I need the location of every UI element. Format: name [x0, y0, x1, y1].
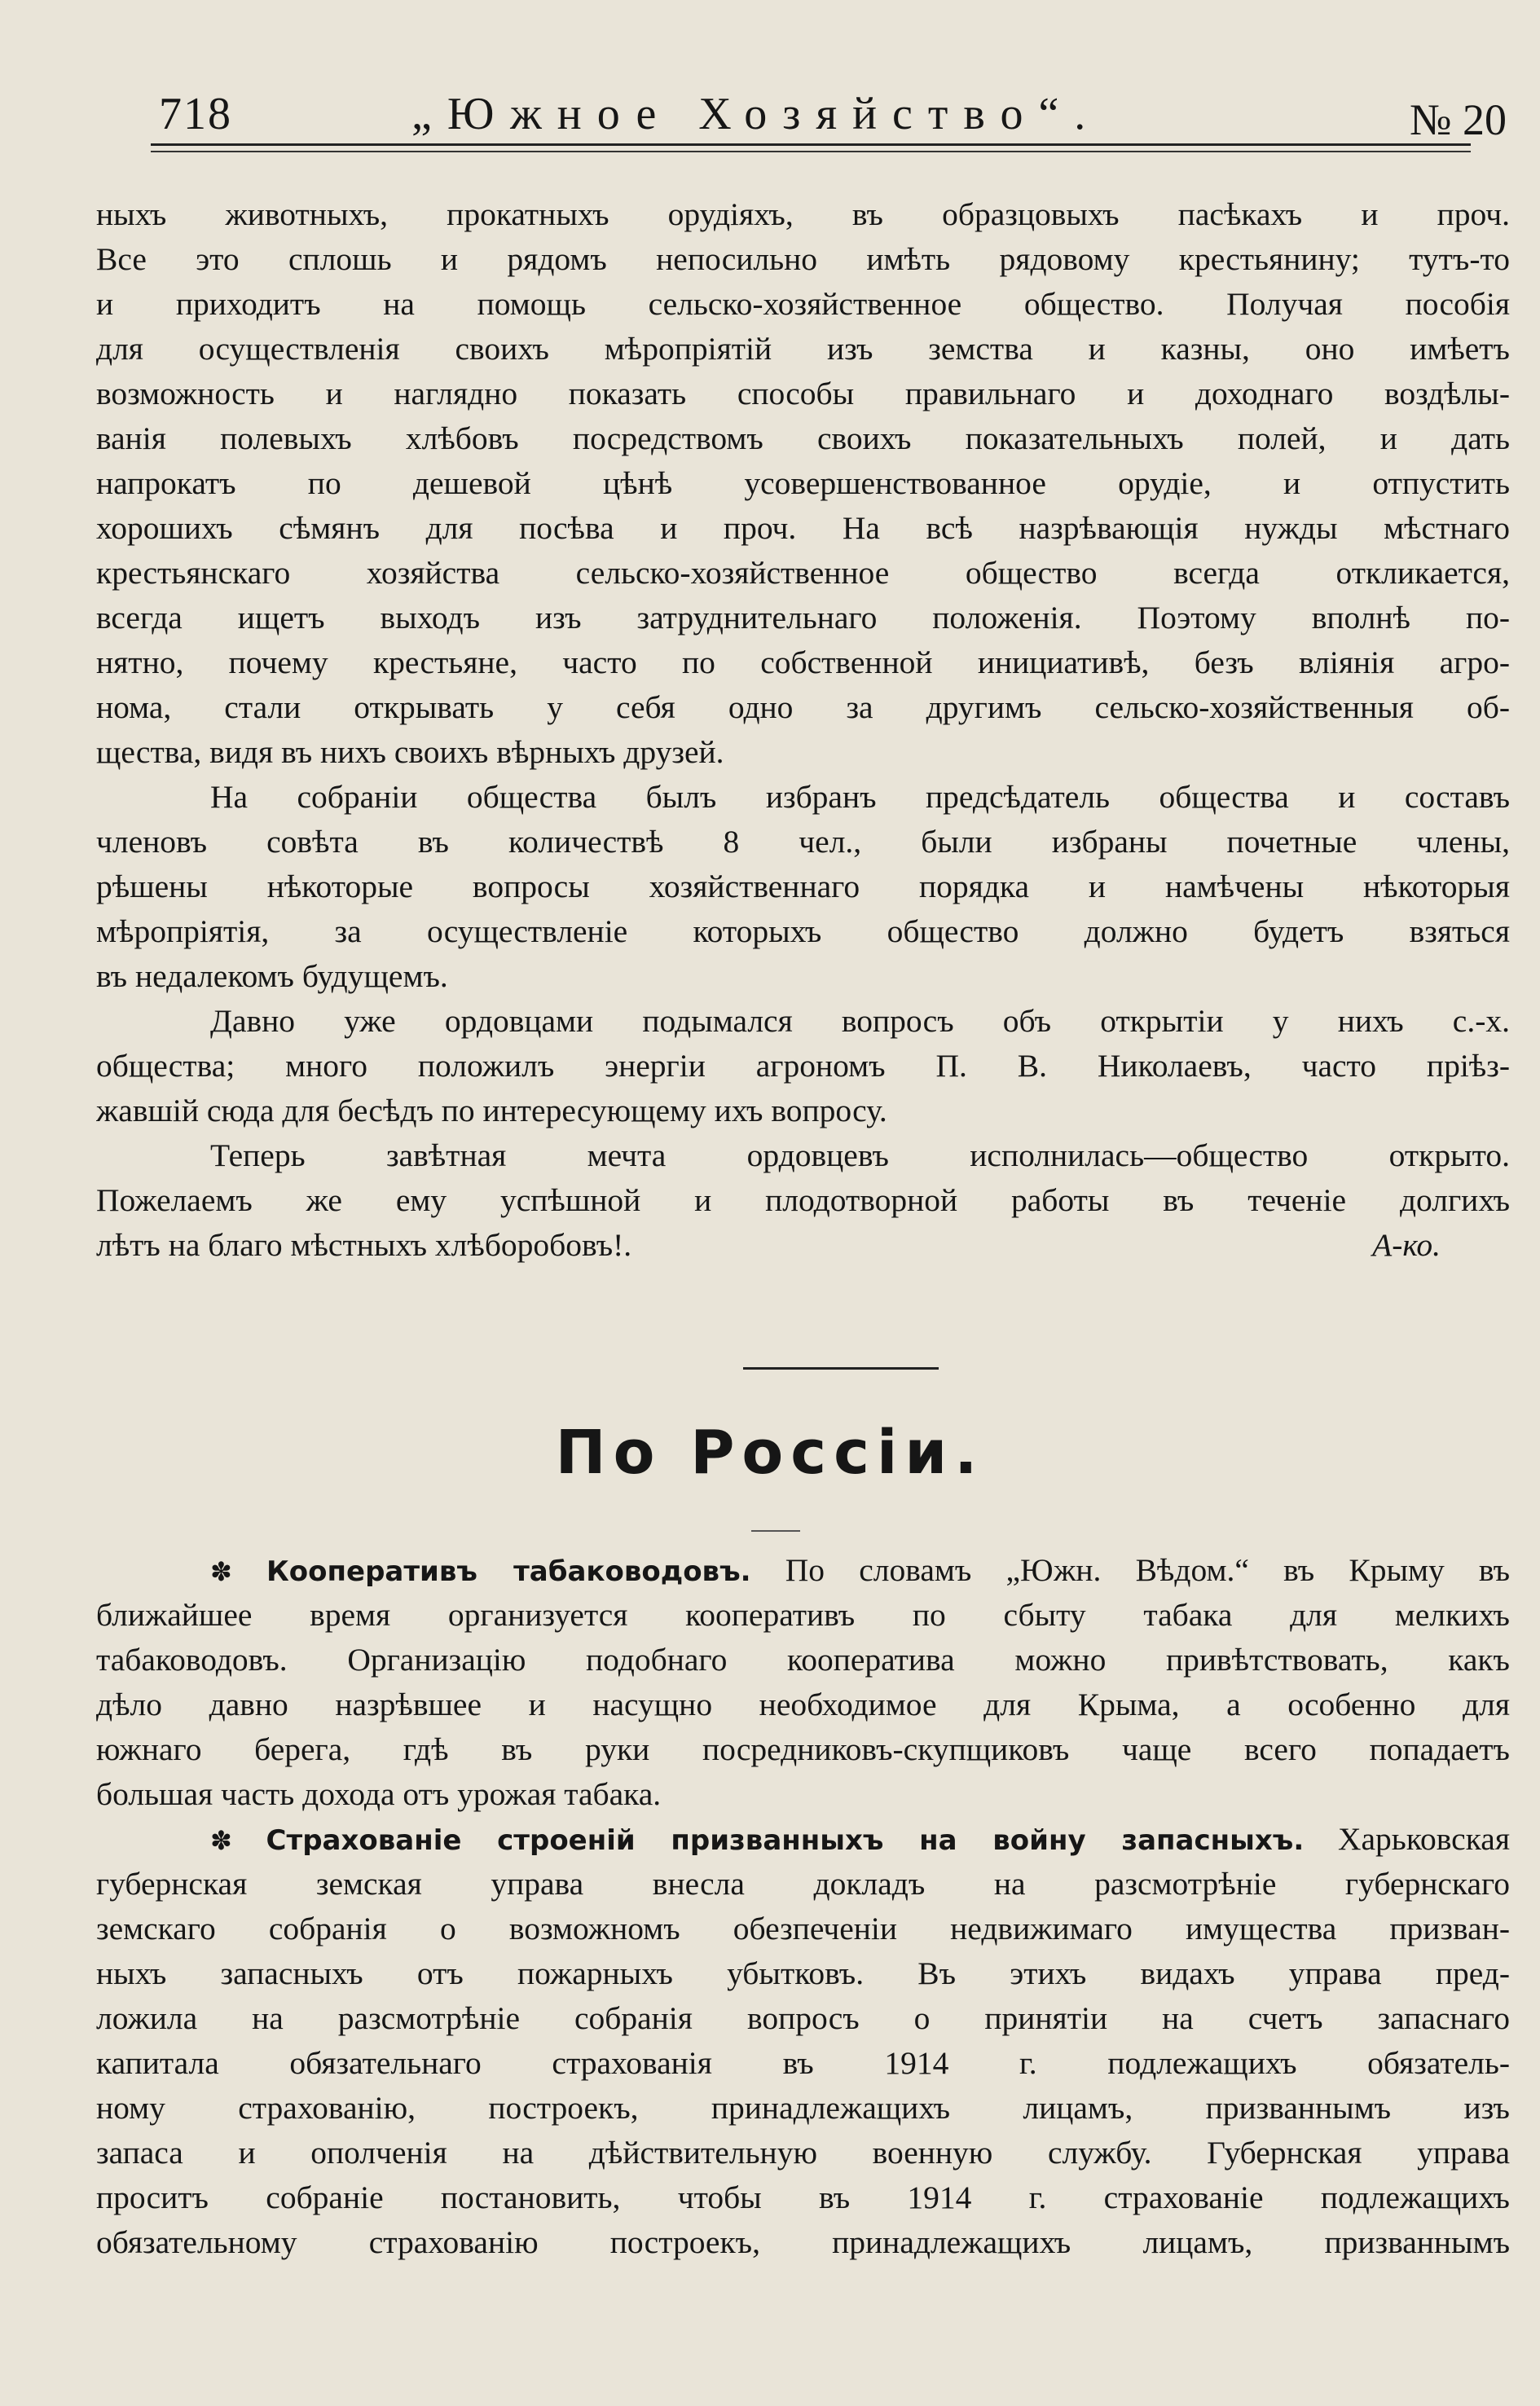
text-line: хорошихъ сѣмянъ для посѣва и проч. На всѣ назрѣвающія нужды мѣстнаго	[96, 510, 1510, 546]
text-line: Пожелаемъ же ему успѣшной и плодотворной работы въ теченіе долгихъ	[96, 1182, 1510, 1218]
continued-article	[96, 192, 1510, 1268]
asterism-icon: ✽	[210, 1556, 232, 1587]
text-line: капитала обязательнаго страхованія въ 1914 г. подлежащихъ обязатель-	[96, 2045, 1510, 2081]
text-line: Все это сплошь и рядомъ непосильно имѣть рядовому крестьянину; тутъ-то	[96, 241, 1510, 277]
text-line: и приходитъ на помощь сельско-хозяйственное общество. Получая пособія	[96, 286, 1510, 322]
asterism-icon: ✽	[210, 1825, 232, 1856]
article-first-line	[96, 1548, 1510, 1593]
text-line: ныхъ животныхъ, прокатныхъ орудіяхъ, въ образцовыхъ пасѣкахъ и проч.	[96, 196, 1510, 232]
text-line: обязательному страхованію построекъ, принадлежащихъ лицамъ, призваннымъ	[96, 2224, 1510, 2260]
text-line: губернская земская управа внесла докладъ на разсмотрѣніе губернскаго	[96, 1866, 1510, 1902]
header-rule-thin	[151, 151, 1471, 152]
text-line: въ недалекомъ будущемъ.	[96, 958, 448, 994]
text-line: ложила на разсмотрѣніе собранія вопросъ о принятіи на счетъ запаснаго	[96, 2000, 1510, 2036]
text-line: ному страхованію, построекъ, принадлежащихъ лицамъ, призваннымъ изъ	[96, 2090, 1510, 2126]
text-line: Теперь завѣтная мечта ордовцевъ исполнилась—общество открыто.	[210, 1137, 1510, 1173]
article-title: Страхованіе строеній призванныхъ на войну запасныхъ.	[266, 1824, 1305, 1857]
text-line: жавшій сюда для бесѣдъ по интересующему ихъ вопросу.	[96, 1093, 887, 1128]
journal-title: „Южное Хозяйство“.	[411, 89, 1102, 139]
text-line: ныхъ запасныхъ отъ пожарныхъ убытковъ. Въ этихъ видахъ управа пред-	[96, 1955, 1510, 1991]
text-line: Харьковская	[1338, 1821, 1510, 1857]
heading-separator	[751, 1530, 800, 1532]
text-line: всегда ищетъ выходъ изъ затруднительнаго положенія. Поэтому вполнѣ по-	[96, 600, 1510, 636]
text-line: На собраніи общества былъ избранъ предсѣдатель общества и составъ	[210, 779, 1510, 815]
text-line: рѣшены нѣкоторые вопросы хозяйственнаго порядка и намѣчены нѣкоторыя	[96, 869, 1510, 904]
text-line: членовъ совѣта въ количествѣ 8 чел., были избраны почетные члены,	[96, 824, 1510, 860]
signature: А-ко.	[1372, 1227, 1441, 1263]
text-line: возможность и наглядно показать способы правильнаго и доходнаго воздѣлы-	[96, 376, 1510, 411]
text-line: табаководовъ. Организацію подобнаго кооператива можно привѣтствовать, какъ	[96, 1642, 1510, 1678]
article-title: Кооперативъ табаководовъ.	[266, 1555, 751, 1588]
text-line: По словамъ „Южн. Вѣдом.“ въ Крыму въ	[785, 1552, 1510, 1588]
text-line: крестьянскаго хозяйства сельско-хозяйственное общество всегда откликается,	[96, 555, 1510, 591]
text-line: мѣропріятія, за осуществленіе которыхъ общество должно будетъ взяться	[96, 913, 1510, 949]
text-line: ванія полевыхъ хлѣбовъ посредствомъ своихъ показательныхъ полей, и дать	[96, 420, 1510, 456]
text-line: лѣтъ на благо мѣстныхъ хлѣборобовъ!.	[96, 1227, 632, 1263]
text-line: нома, стали открывать у себя одно за другимъ сельско-хозяйственныя об-	[96, 689, 1510, 725]
text-line: для осуществленія своихъ мѣропріятій изъ земства и казны, оно имѣетъ	[96, 331, 1510, 367]
header-rule-thick	[151, 143, 1471, 146]
text-line: напрокатъ по дешевой цѣнѣ усовершенствованное орудіе, и отпустить	[96, 465, 1510, 501]
news-section	[96, 1548, 1510, 2265]
section-heading: По Россіи.	[555, 1418, 985, 1488]
text-line: дѣло давно назрѣвшее и насущно необходимое для Крыма, а особенно для	[96, 1687, 1510, 1722]
text-line: щества, видя въ нихъ своихъ вѣрныхъ друзей.	[96, 734, 724, 770]
text-line: проситъ собраніе постановить, чтобы въ 1914 г. страхованіе подлежащихъ	[96, 2179, 1510, 2215]
text-line: запаса и ополченія на дѣйствительную военную службу. Губернская управа	[96, 2135, 1510, 2171]
text-line-with-signature	[96, 1223, 1510, 1268]
text-line: земскаго собранія о возможномъ обезпеченіи недвижимаго имущества призван-	[96, 1911, 1510, 1946]
running-header	[151, 88, 1511, 153]
article-first-line	[96, 1817, 1510, 1862]
text-line: южнаго берега, гдѣ въ руки посредниковъ-скупщиковъ чаще всего попадаетъ	[96, 1731, 1510, 1767]
text-line: ближайшее время организуется кооперативъ по сбыту табака для мелкихъ	[96, 1597, 1510, 1633]
issue-number: № 20	[1410, 95, 1507, 144]
text-line: большая часть дохода отъ урожая табака.	[96, 1776, 662, 1812]
text-line: общества; много положилъ энергіи агрономъ П. В. Николаевъ, часто пріѣз-	[96, 1048, 1510, 1084]
text-line: нятно, почему крестьяне, часто по собственной инициативѣ, безъ вліянія агро-	[96, 644, 1510, 680]
text-line: Давно уже ордовцами подымался вопросъ объ открытіи у нихъ с.-х.	[210, 1003, 1510, 1039]
page-number: 718	[159, 89, 232, 139]
article-separator	[743, 1367, 939, 1370]
